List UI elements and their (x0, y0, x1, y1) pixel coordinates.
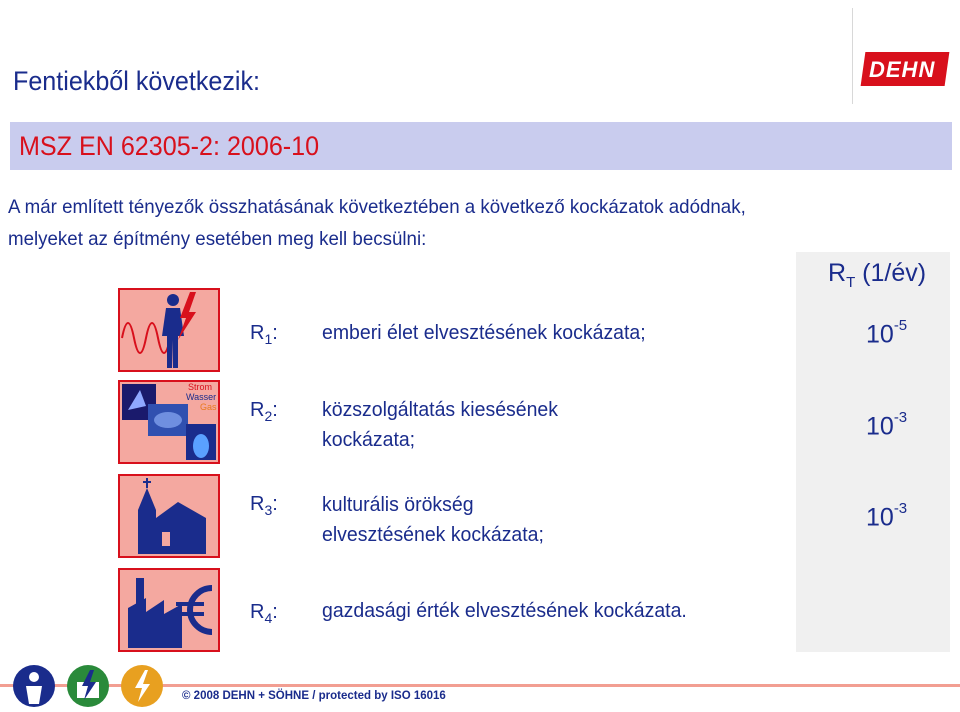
rt-panel (796, 252, 950, 652)
risk-3-text: kulturális örökség elvesztésének kockázata; (322, 493, 544, 546)
slide-title: Fentiekből következik: (13, 66, 261, 96)
wasser-label: Wasser (186, 392, 217, 402)
risk-4-label: $R_4$: (250, 601, 278, 626)
surge-protection-icon (66, 664, 110, 708)
church-icon (118, 474, 220, 558)
risk-3-label: $R_3$: (250, 493, 278, 518)
lightning-protection-icon (12, 664, 56, 708)
footer-copyright: © 2008 DEHN + SÖHNE / protected by ISO 16016 (182, 690, 446, 702)
risk-2-value: $10^{-3}$ (866, 409, 908, 441)
risk-2-label: $R_2$: (250, 399, 278, 424)
euro-factory-icon (118, 568, 220, 652)
strom-label: Strom (188, 382, 213, 392)
risk-3-value: $10^{-3}$ (866, 500, 908, 532)
risk-1-text: emberi élet elvesztésének kockázata; (322, 321, 646, 344)
risk-2-text: közszolgáltatás kiesésének kockázata; (322, 398, 559, 451)
rt-header: $R_T$ (1/év) (828, 259, 927, 291)
standard-label: MSZ EN 62305-2: 2006-10 (19, 131, 320, 161)
dehn-logo (852, 8, 951, 104)
risk-4-text: gazdasági érték elvesztésének kockázata. (322, 599, 687, 622)
safety-equipment-icon (120, 664, 164, 708)
person-lightning-icon (118, 288, 220, 372)
public-services-icon (118, 380, 220, 464)
risk-1-value: $10^{-5}$ (866, 317, 908, 349)
logo-text: DEHN (869, 57, 936, 82)
gas-label: Gas (200, 402, 217, 412)
risk-1-label: $R_1$: (250, 322, 278, 347)
intro-line-1: A már említett tényezők összhatásának következtében a következő kockázatok adódnak, (8, 196, 746, 218)
intro-line-2: melyeket az építmény esetében meg kell becsülni: (8, 228, 427, 250)
